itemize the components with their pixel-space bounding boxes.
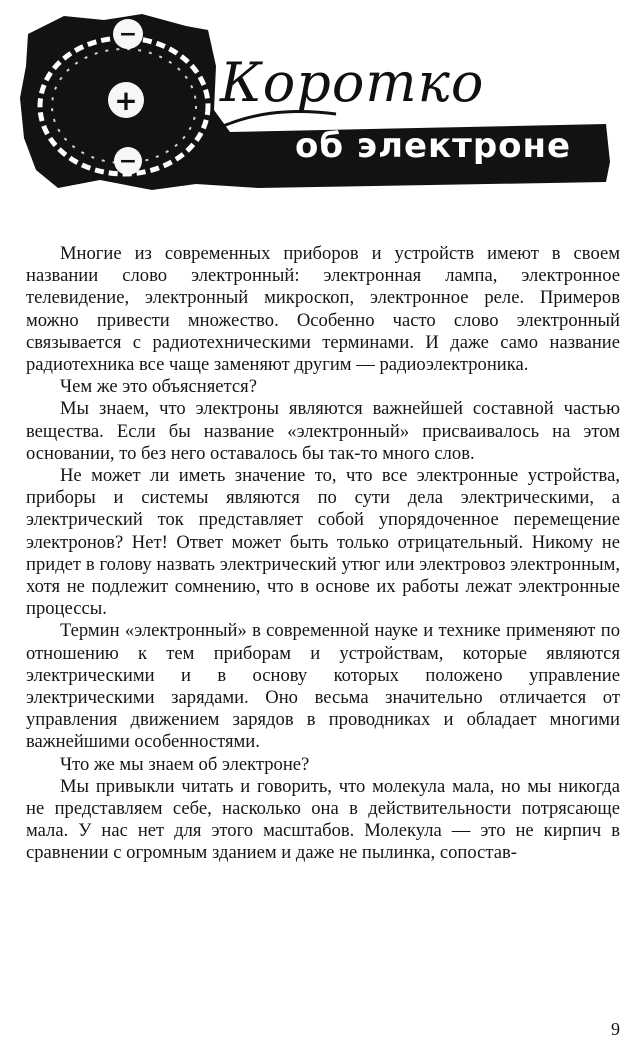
paragraph: Чем же это объясняется?	[60, 376, 257, 398]
chapter-header	[20, 12, 616, 192]
paragraph: Термин «электронный» в современной науке и технике применяют по отношению к тем приборам и устройствам, которые являются электрическими и в основу которых положено управление электрическими зарядами. Оно весьма значительно отличается от управления движением зарядов в проводниках и обладает многими важнейшими особенностями.	[26, 620, 620, 753]
electron-top-sign: −	[118, 22, 138, 47]
chapter-title: Коротко	[220, 51, 485, 114]
paragraph: Многие из современных приборов и устройств имеют в своем названии слово электронный: электронная лампа, электронное телевидение, электронный микроскоп, электронное реле. Примеров можно привести множество. Особенно часто слово электронный связывается с радиотехническими терминами. И даже само название радиотехника все чаще заменяют другим — радиоэлектроника.	[26, 243, 620, 376]
main-text	[26, 243, 620, 865]
paragraph: Мы привыкли читать и говорить, что молекула мала, но мы никогда не представляем себе, насколько она в действительности потрясающе мала. У нас нет для этого масштабов. Молекула — это не кирпич в сравнении с огромным зданием и даже не пылинка, сопостав-	[26, 775, 620, 864]
nucleus-plus-sign: +	[114, 84, 138, 117]
paragraph: Что же мы знаем об электроне?	[60, 753, 310, 775]
paragraph: Мы знаем, что электроны являются важнейшей составной частью вещества. Если бы название «электронный» присваивалось на этом основании, то без него оставалось бы так-то много слов.	[26, 398, 620, 464]
electron-bottom-sign: −	[118, 149, 138, 174]
paragraph: Не может ли иметь значение то, что все электронные устройства, приборы и системы являются по сути дела электрическими, а электрический ток представляет собой упорядоченное перемещение электронов? Нет! Ответ может быть только отрицательный. Никому не придет в голову назвать электрический утюг или электровоз электронным, хотя не подлежит сомнению, что в основе их работы лежат электронные процессы.	[26, 465, 620, 620]
page-number: 9	[611, 1019, 620, 1039]
chapter-subtitle: об электроне	[295, 126, 572, 166]
